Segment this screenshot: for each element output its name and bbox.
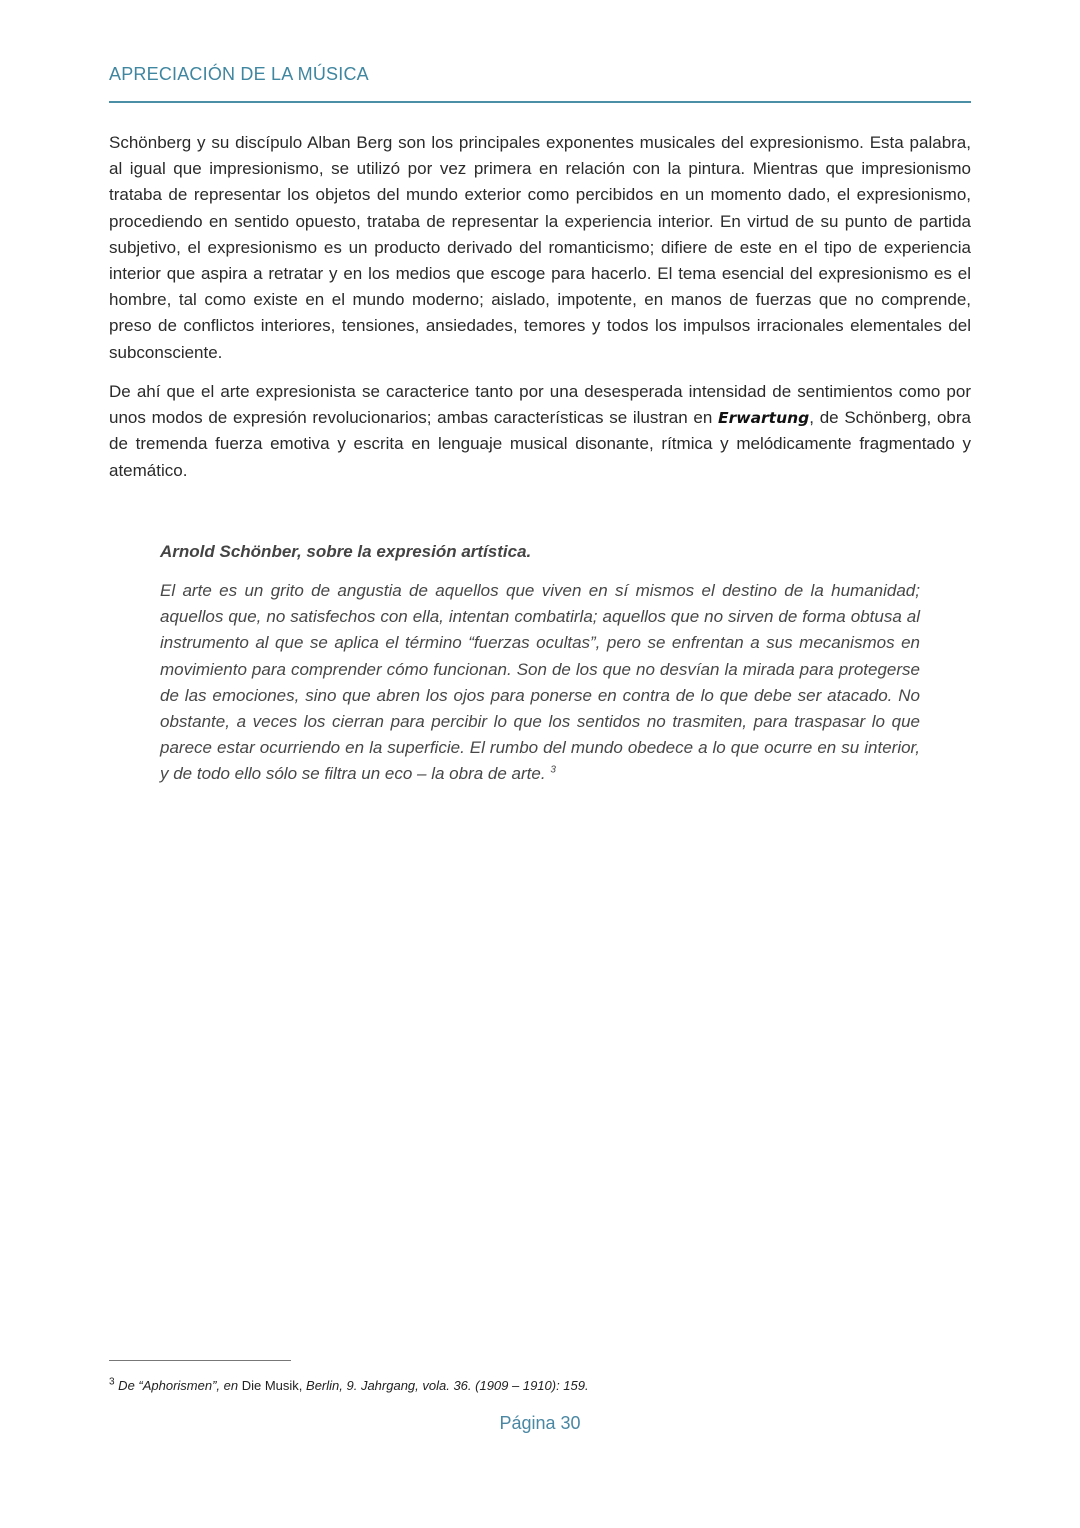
quote-text <box>160 578 920 788</box>
footnote-part-2: Die Musik, <box>241 1378 307 1393</box>
footnote-reference[interactable]: 3 <box>550 764 556 776</box>
running-header-title: APRECIACIÓN DE LA MÚSICA <box>109 64 369 84</box>
footnote-number: 3 <box>109 1376 115 1388</box>
page-number: Página 30 <box>499 1413 581 1433</box>
footnote-part-1: De “Aphorismen”, en <box>114 1378 242 1393</box>
paragraph-text: Schönberg y su discípulo Alban Berg son los principales exponentes musicales del expresionismo. Esta palabra, al igual que impresionismo, se utilizó por vez primera en relación con la pintura. Mientras que impresionismo trataba de representar los objetos del mundo exterior como percibidos en un momento dado, el expresionismo, procediendo en sentido opuesto, trataba de representar la experiencia interior. En virtud de su punto de partida subjetivo, el expresionismo es un producto derivado del romanticismo; difiere de este en el tipo de experiencia interior que aspira a retratar y en los medios que escoge para hacerlo. El tema esencial del expresionismo es el hombre, tal como existe en el mundo moderno; aislado, impotente, en manos de fuerzas que no comprende, preso de conflictos interiores, tensiones, ansiedades, temores y todos los impulsos irracionales elementales del subconsciente. <box>109 133 971 362</box>
quote-heading: Arnold Schönber, sobre la expresión artística. <box>160 542 532 561</box>
body-paragraph-1 <box>109 130 971 366</box>
footnote-part-3: Berlin, 9. Jahrgang, vola. 36. (1909 – 1910): 159. <box>306 1378 589 1393</box>
quote-body: El arte es un grito de angustia de aquellos que viven en sí mismos el destino de la humanidad; aquellos que, no satisfechos con ella, intentan combatirla; aquellos que no sirven de forma obtusa al instrumento al que se aplica el término “fuerzas ocultas”, pero se enfrentan a sus mecanismos en movimiento para comprender cómo funcionan. Son de los que no desvían la mirada para protegerse de las emociones, sino que abren los ojos para ponerse en contra de lo que debe ser atacado. No obstante, a veces los cierran para percibir lo que los sentidos no trasmiten, para traspasar lo que parece estar ocurriendo en la superficie. El rumbo del mundo obedece a lo que ocurre en su interior, y de todo ello sólo se filtra un eco – la obra de arte. <box>160 581 920 784</box>
work-title-erwartung: Erwartung <box>718 409 810 428</box>
paragraph-text-before: De ahí que el arte expresionista se caracterice tanto por una desesperada intensidad de sentimientos como por unos modos de expresión revolucionarios; ambas características se ilustran en <box>109 382 971 428</box>
body-paragraph-2 <box>109 379 971 484</box>
header-divider <box>109 101 971 103</box>
quote-block <box>160 540 920 788</box>
footnote <box>109 1378 589 1393</box>
footnote-separator <box>109 1360 291 1361</box>
paragraph-text-after: , de Schönberg, obra de tremenda fuerza emotiva y escrita en lenguaje musical disonante, rítmica y melódicamente fragmentado y atemático. <box>109 408 972 480</box>
